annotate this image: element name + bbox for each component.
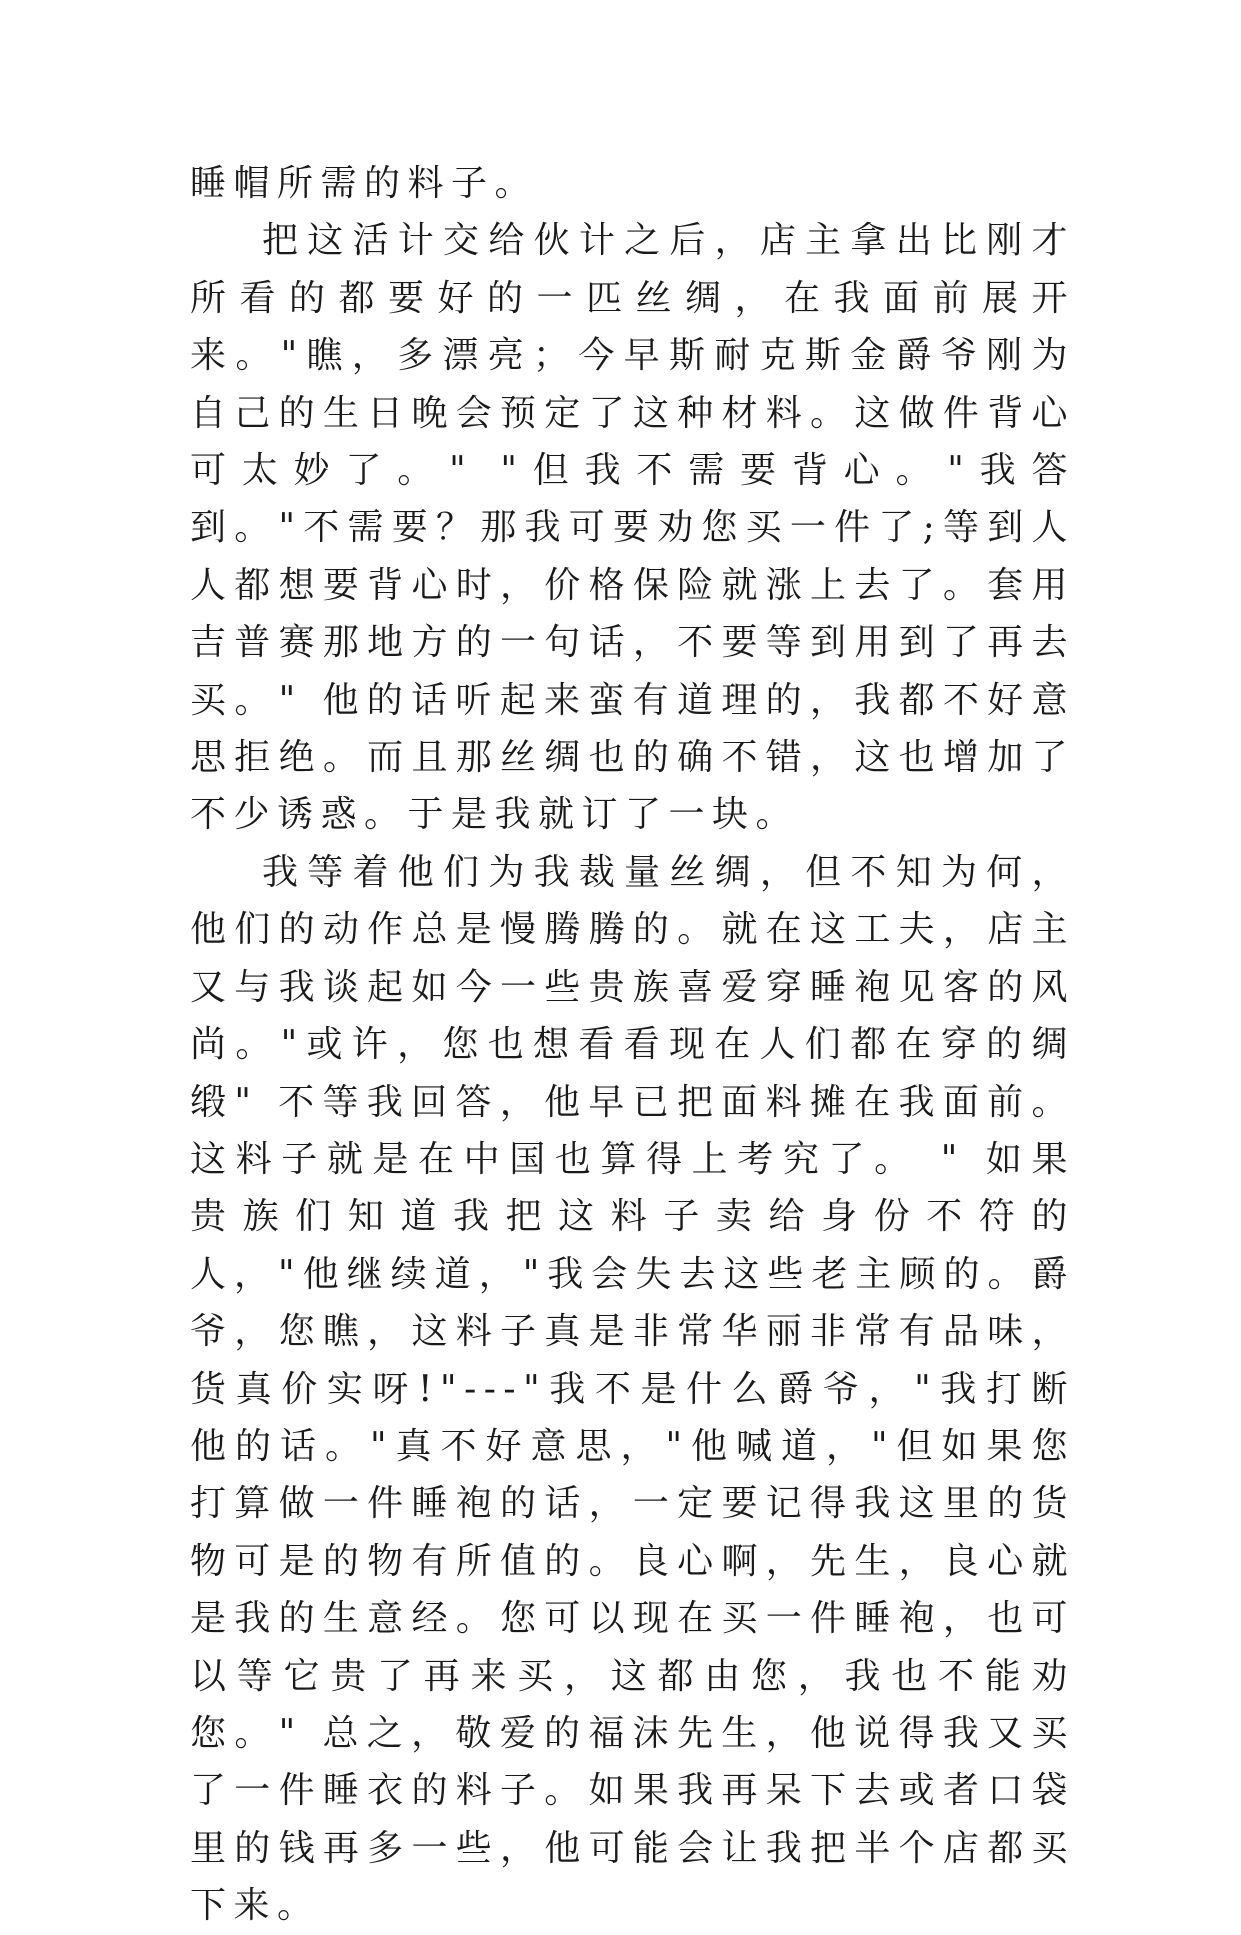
- document-body: [190, 155, 1075, 1935]
- paragraph-continuation: 睡帽所需的料子。: [190, 163, 539, 204]
- paragraph-nightgown: 我等着他们为我裁量丝绸，但不知为何，他们的动作总是慢腾腾的。就在这工夫，店主又与我谈起如今一些贵族喜爱穿睡袍见客的风尚。"或许，您也想看看现在人们都在穿的绸缎" 不等我回答，他早已把面料摊在我面前。这料子就是在中国也算得上考究了。 " 如果贵族们知道我把这料子卖给身份不符的人，"他继续道，"我会失去这些老主顾的。爵爷，您瞧，这料子真是非常华丽非常有品味，货真价实呀!"---"我不是什么爵爷，"我打断他的话。"真不好意思，"他喊道，"但如果您打算做一件睡袍的话，一定要记得我这里的货物可是的物有所值的。良心啊，先生，良心就是我的生意经。您可以现在买一件睡袍，也可以等它贵了再来买，这都由您，我也不能劝您。" 总之，敬爱的福沫先生，他说得我又买了一件睡衣的料子。如果我再呆下去或者口袋里的钱再多一些，他可能会让我把半个店都买下来。: [190, 851, 1075, 1927]
- paragraph-silk-vest: 把这活计交给伙计之后，店主拿出比刚才所看的都要好的一匹丝绸，在我面前展开来。"瞧，多漂亮；今早斯耐克斯金爵爷刚为自己的生日晚会预定了这种材料。这做件背心可太妙了。" "但我不需要背心。"我答到。"不需要？那我可要劝您买一件了;等到人人都想要背心时，价格保险就涨上去了。套用吉普赛那地方的一句话，不要等到用到了再去买。" 他的话听起来蛮有道理的，我都不好意思拒绝。而且那丝绸也的确不错，这也增加了不少诱惑。于是我就订了一块。: [190, 220, 1075, 836]
